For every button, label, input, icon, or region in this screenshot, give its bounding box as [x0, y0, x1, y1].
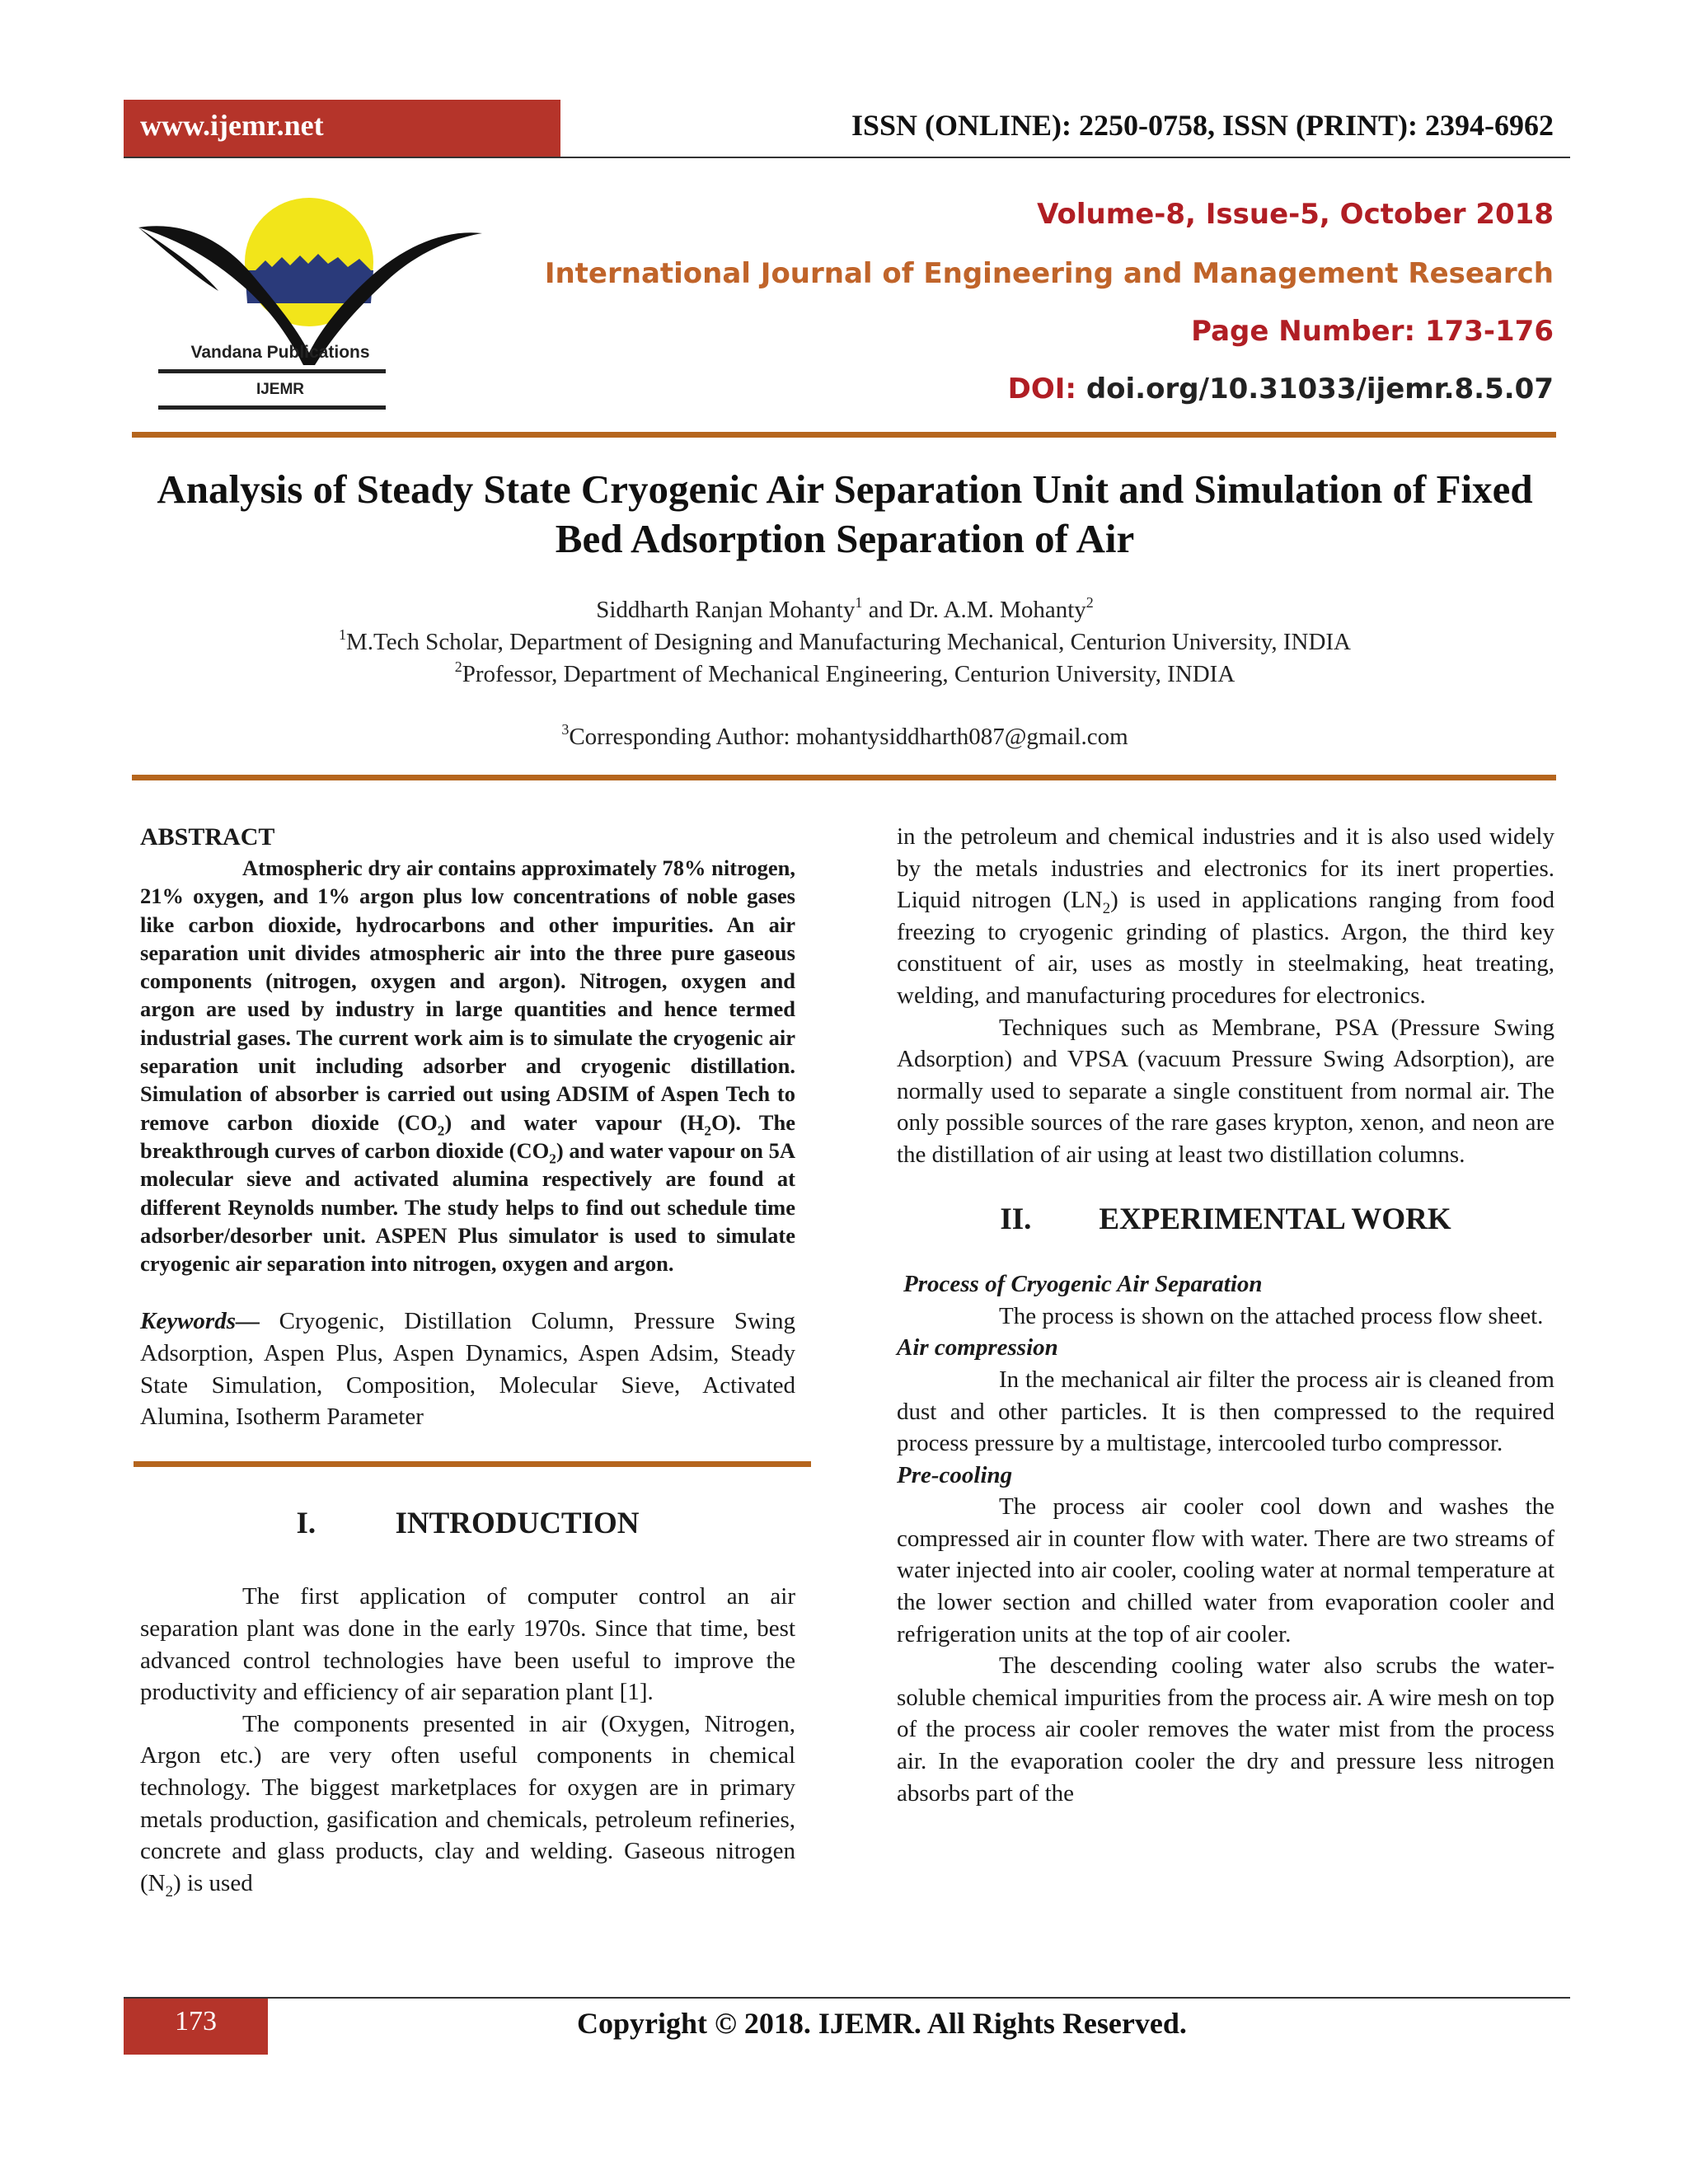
- experimental-heading: II. EXPERIMENTAL WORK: [1000, 1202, 1451, 1236]
- affiliation-1: $^1$M.Tech Scholar, Department of Designing and Manufacturing Mechanical, Centurion University, INDIA: [338, 626, 1352, 655]
- intro-paragraph-2: The components presented in air (Oxygen, Nitrogen, Argon etc.) are very often useful components in chemical technology. The biggest marketplaces for oxygen are in primary metals production, gasification and chemicals, petroleum refineries, concrete and glass products, clay and welding. Gaseous nitrogen $(N_2)$ is used: [140, 1710, 795, 1900]
- title-rule-top: [132, 432, 1556, 438]
- author-join: and: [862, 597, 909, 623]
- keywords-label: Keywords—: [140, 1308, 260, 1335]
- subheading-process: Process of Cryogenic Air Separation: [903, 1271, 1263, 1298]
- subheading-pre-cooling: Pre-cooling: [897, 1461, 1013, 1488]
- intro-heading: I. INTRODUCTION: [296, 1506, 640, 1540]
- title-rule-bottom: [132, 775, 1556, 780]
- volume-issue: Volume-8, Issue-5, October 2018: [1037, 198, 1554, 231]
- copyright: Copyright © 2018. IJEMR. All Rights Reserved.: [577, 2007, 1187, 2040]
- intro-rule: [134, 1461, 811, 1467]
- site-url[interactable]: www.ijemr.net: [140, 109, 324, 142]
- doi-label: DOI:: [1007, 373, 1076, 405]
- author-2: Dr. A.M. Mohanty: [908, 597, 1086, 623]
- abstract-text: Atmospheric dry air contains approximately 78% nitrogen, 21% oxygen, and 1% argon plus low concentrations of noble gases like carbon dioxide, hydrocarbons and other impurities. An air separation unit divides atmospheric air into the three pure gaseous components (nitrogen, oxygen and argon). Nitrogen, oxygen and argon are used by industry in large quantities and hence termed industrial gases. The current work aim is to simulate the cryogenic air separation unit including adsorber and cryogenic distillation. Simulation of absorber is carried out using ADSIM of Aspen Tech to remove carbon dioxide $(CO_2)$ and water vapour $(H_2O)$. The breakthrough curves of carbon dioxide $(CO_2)$ and water vapour on 5A molecular sieve and activated alumina respectively are found at different Reynolds number. The study helps to find out schedule time adsorber/desorber unit. ASPEN Plus simulator is used to simulate cryogenic air separation into nitrogen, oxygen and argon.: [140, 855, 795, 1277]
- intro-continued-1: in the petroleum and chemical industries and it is also used widely by the metals industries and electronics for its inert properties. Liquid nitrogen $(LN_2)$ is used in applications ranging from food freezing to cryogenic grinding of plastics. Argon, the third key constituent of air, uses as mostly in steelmaking, heat treating, welding, and manufacturing procedures for electronics.: [897, 823, 1554, 1009]
- experimental-paragraph-3: The process air cooler cool down and washes the compressed air in counter flow with water. There are two streams of water injected into air cooler, cooling water at normal temperature at the lower section and chilled water from evaporation cooler and refrigeration units at the top of air cooler.: [897, 1493, 1554, 1647]
- keywords: [140, 1305, 795, 1432]
- affiliation-1-text: M.Tech Scholar, Department of Designing and Manufacturing Mechanical, Centurion University, INDIA: [345, 629, 1352, 655]
- abstract-heading: ABSTRACT: [140, 823, 275, 851]
- authors: Siddharth Ranjan Mohanty$^1$ and Dr. A.M. Mohanty$^2$: [596, 594, 1094, 623]
- abstract: [140, 821, 795, 1277]
- paper-title: Analysis of Steady State Cryogenic Air Separation Unit and Simulation of Fixed Bed Adsorption Separation of Air: [157, 466, 1533, 561]
- logo-line-top: [158, 369, 386, 373]
- doi: [1008, 373, 1554, 405]
- page-number: 173: [175, 2006, 217, 2036]
- logo-abbr: IJEMR: [256, 381, 305, 398]
- experimental-paragraph-1: The process is shown on the attached process flow sheet.: [999, 1302, 1544, 1329]
- corresponding-author: $^3$Corresponding Author: mohantysiddharth087@gmail.com: [561, 721, 1128, 750]
- subheading-air-compression: Air compression: [897, 1334, 1058, 1361]
- doi-link[interactable]: doi.org/10.31033/ijemr.8.5.07: [1085, 373, 1554, 405]
- logo-publisher: Vandana Publications: [190, 343, 370, 362]
- footer-rule: [124, 1997, 1570, 1999]
- keywords-text: Cryogenic, Distillation Column, Pressure Swing Adsorption, Aspen Plus, Aspen Dynamics, Aspen Adsim, Steady State Simulation, Composition, Molecular Sieve, Activated Alumina, Isotherm Parameter: [140, 1308, 795, 1431]
- left-column: [140, 821, 795, 1899]
- corresponding-author-text[interactable]: Corresponding Author: mohantysiddharth087@gmail.com: [569, 724, 1128, 750]
- affiliation-2: $^2$Professor, Department of Mechanical Engineering, Centurion University, INDIA: [454, 658, 1236, 687]
- page-numbers: Page Number: 173-176: [1191, 315, 1554, 348]
- journal-name: International Journal of Engineering and Management Research: [544, 257, 1554, 290]
- affiliation-2-text: Professor, Department of Mechanical Engineering, Centurion University, INDIA: [462, 661, 1236, 687]
- logo-line-bottom: [158, 405, 386, 410]
- experimental-paragraph-2: In the mechanical air filter the process air is cleaned from dust and other particles. It is then compressed to the required process pressure by a multistage, intercooled turbo compressor.: [897, 1366, 1554, 1457]
- intro-continued-2: Techniques such as Membrane, PSA (Pressure Swing Adsorption) and VPSA (vacuum Pressure Swing Adsorption), are normally used to separate a single constituent from normal air. The only possible sources of the rare gases krypton, xenon, and neon are the distillation of air using at least two distillation columns.: [897, 1014, 1554, 1168]
- experimental-paragraph-4: The descending cooling water also scrubs the water-soluble chemical impurities from the process air. A wire mesh on top of the process air cooler removes the water mist from the process air. In the evaporation cooler the dry and pressure less nitrogen absorbs part of the: [897, 1652, 1554, 1807]
- right-column: [897, 821, 1554, 1809]
- header-rule: [124, 157, 1570, 158]
- author-1: Siddharth Ranjan Mohanty: [596, 597, 856, 623]
- intro-paragraph-1: The first application of computer control an air separation plant was done in the early 1970s. Since that time, best advanced control technologies have been useful to improve the productivity and efficiency of air separation plant [1].: [140, 1583, 795, 1706]
- issn-text: ISSN (ONLINE): 2250-0758, ISSN (PRINT): 2394-6962: [851, 109, 1554, 142]
